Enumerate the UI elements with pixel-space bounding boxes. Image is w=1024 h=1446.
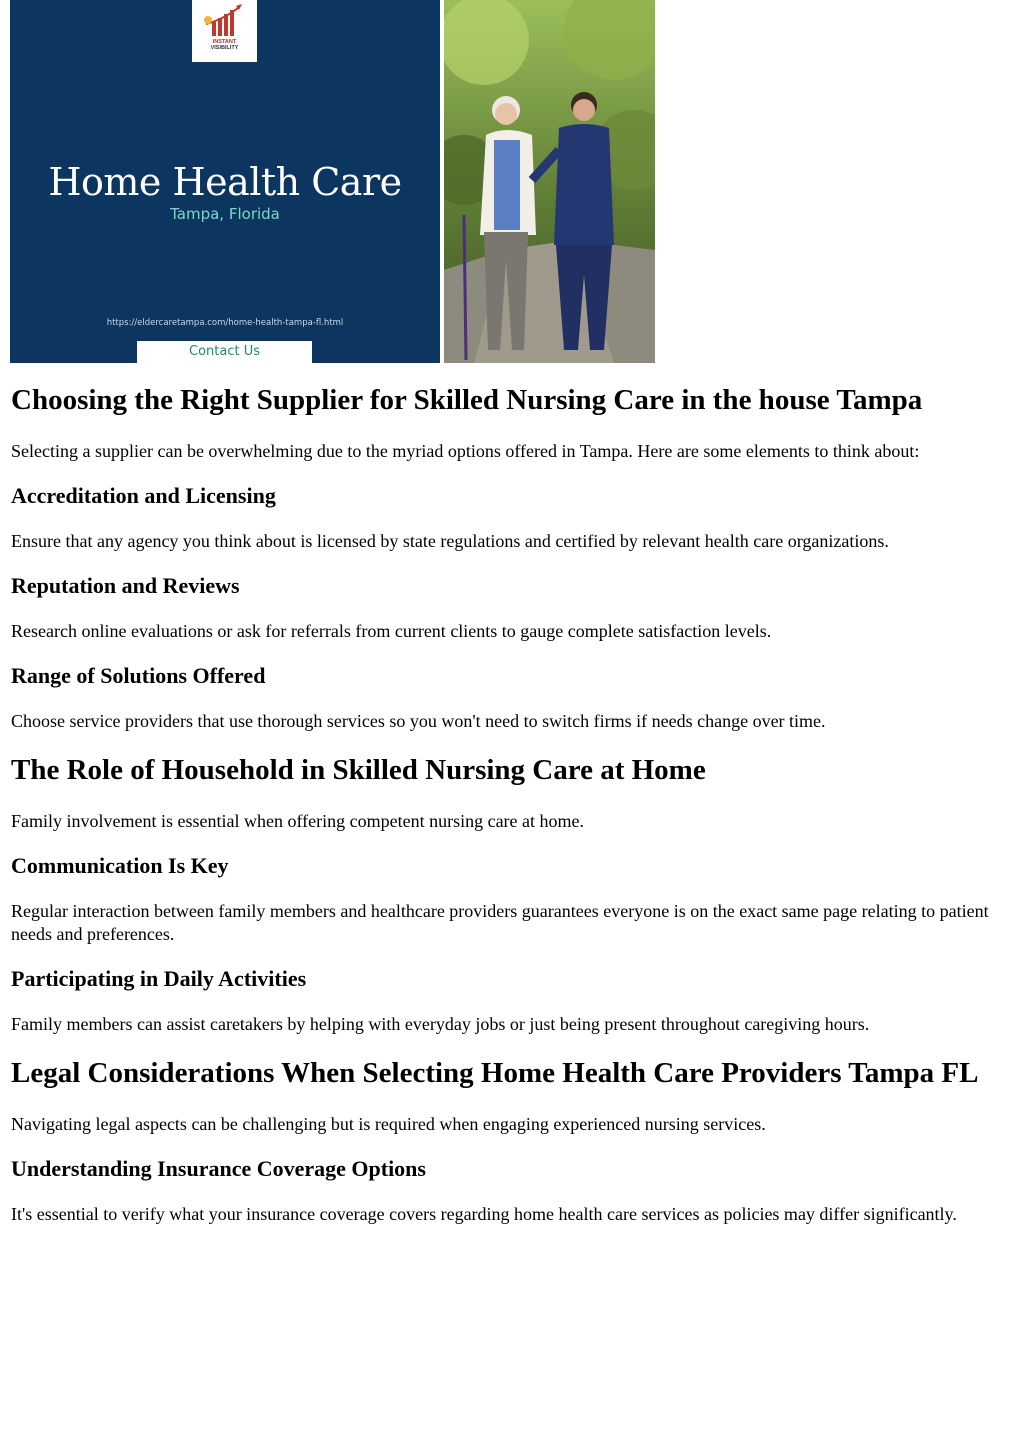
subsection-text: Regular interaction between family members and healthcare providers guarantees everyone is on the exact same page relating to patient needs and preferences. [11, 901, 989, 944]
subsection-heading: Understanding Insurance Coverage Options [11, 1156, 426, 1181]
section-intro: Family involvement is essential when offering competent nursing care at home. [11, 811, 585, 831]
subsection-text: It's essential to verify what your insurance coverage covers regarding home health care services as policies may differ significantly. [11, 1204, 957, 1224]
subsection-heading: Participating in Daily Activities [11, 966, 307, 991]
promo-banner [10, 0, 440, 363]
subsection-text: Research online evaluations or ask for referrals from current clients to gauge complete satisfaction levels. [11, 621, 772, 641]
caregiver-photo-illustration [444, 0, 655, 363]
rocket-chart-icon [192, 0, 257, 40]
subsection-text: Choose service providers that use thorough services so you won't need to switch firms if needs change over time. [11, 711, 826, 731]
subsection-heading: Communication Is Key [11, 853, 229, 878]
caregiver-walking-photo [444, 0, 655, 363]
subsection-text: Ensure that any agency you think about is licensed by state regulations and certified by relevant health care organizations. [11, 531, 889, 551]
section-heading: The Role of Household in Skilled Nursing Care at Home [11, 754, 706, 786]
section-intro: Navigating legal aspects can be challenging but is required when engaging experienced nursing services. [11, 1114, 766, 1134]
subsection-text: Family members can assist caretakers by helping with everyday jobs or just being present throughout caregiving hours. [11, 1014, 870, 1034]
contact-us-button[interactable]: Contact Us [137, 341, 312, 363]
logo-line-1: INSTANT [212, 39, 237, 45]
subsection-heading: Range of Solutions Offered [11, 663, 266, 688]
logo-line-2: VISIBILITY [210, 45, 239, 51]
subsection-heading: Accreditation and Licensing [11, 483, 276, 508]
subsection-heading: Reputation and Reviews [11, 573, 240, 598]
section-heading: Choosing the Right Supplier for Skilled Nursing Care in the house Tampa [11, 384, 923, 416]
section-intro: Selecting a supplier can be overwhelming due to the myriad options offered in Tampa. Here are some elements to think about: [11, 441, 920, 461]
brand-logo [192, 0, 257, 62]
banner-url[interactable]: https://eldercaretampa.com/home-health-tampa-fl.html [106, 318, 344, 328]
article-body [11, 383, 1001, 1246]
banner-subtitle: Tampa, Florida [170, 205, 280, 223]
banner-title: Home Health Care [48, 160, 402, 204]
section-heading: Legal Considerations When Selecting Home Health Care Providers Tampa FL [11, 1057, 979, 1089]
hero-image [10, 0, 655, 363]
